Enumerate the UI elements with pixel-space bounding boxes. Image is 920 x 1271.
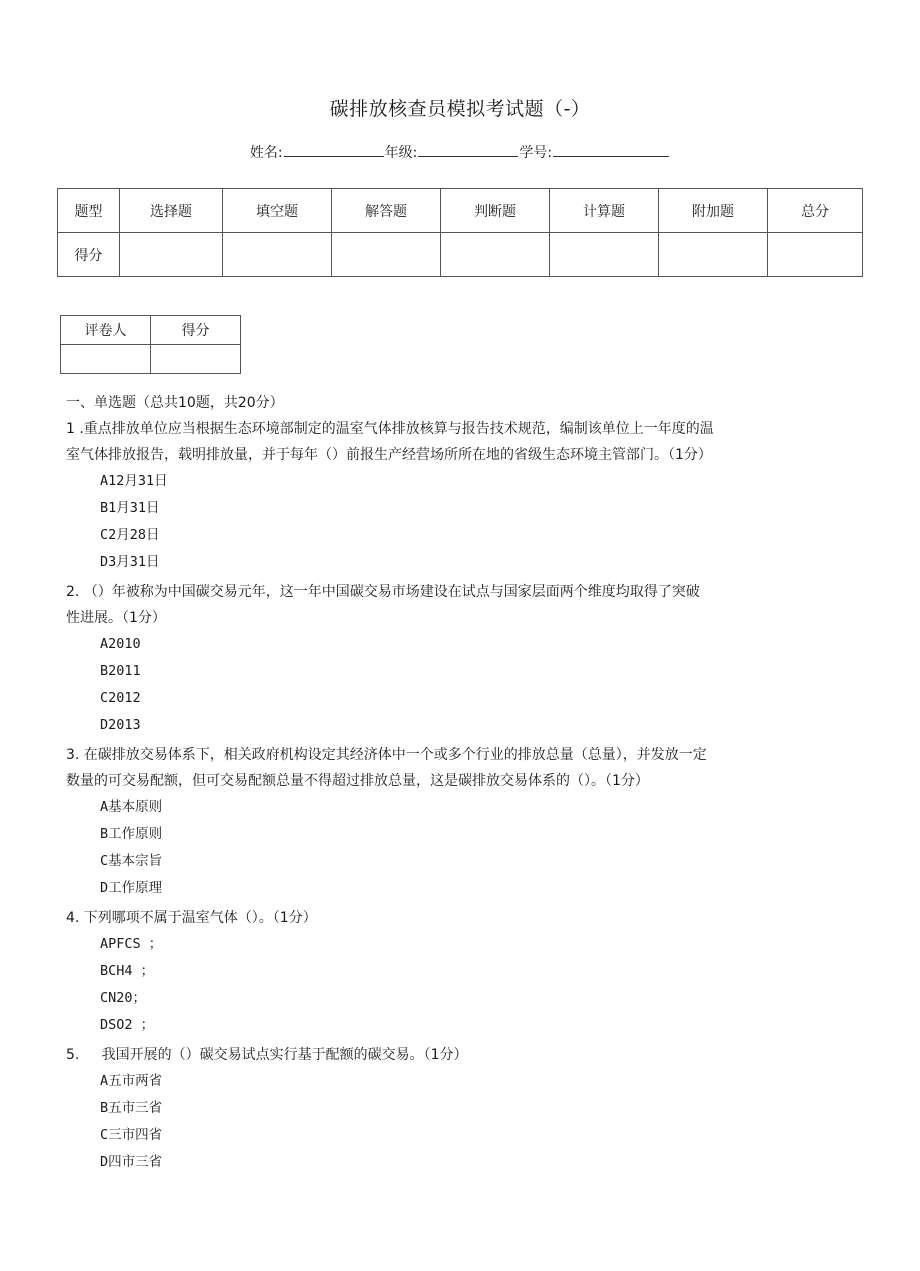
option-c[interactable]: C基本宗旨 [100, 853, 163, 869]
grade-blank[interactable] [418, 142, 518, 157]
exam-title: 碳排放核查员模拟考试题（-） [329, 98, 591, 120]
option-d[interactable]: DSO2 ； [100, 1017, 155, 1033]
option-b[interactable]: BCH4 ； [100, 963, 155, 979]
grader-table-entry-row [61, 345, 241, 374]
question-text [66, 1042, 866, 1068]
option-c[interactable]: C2012 [100, 690, 141, 706]
option-c[interactable]: C2月28日 [100, 527, 160, 543]
score-cell[interactable] [441, 233, 550, 277]
score-table-header-cell: 判断题 [441, 189, 550, 233]
option-b[interactable]: B五市三省 [100, 1100, 163, 1116]
score-table-score-row [58, 233, 863, 277]
score-cell[interactable] [550, 233, 659, 277]
score-table [57, 188, 863, 277]
question-line: 4. 下列哪项不属于温室气体（）。（1分） [66, 910, 317, 926]
question-line: 5. 我国开展的（）碳交易试点实行基于配额的碳交易。（1分） [66, 1047, 468, 1063]
question-line: 性进展。（1分） [66, 610, 166, 626]
grader-table-header-row [61, 316, 241, 345]
questions-content [66, 393, 866, 1176]
score-table-header-cell: 计算题 [550, 189, 659, 233]
question-line: 1 .重点排放单位应当根据生态环境部制定的温室气体排放核算与报告技术规范，编制该单位上一年度的温 [66, 421, 714, 437]
score-table-header-row [58, 189, 863, 233]
option-a[interactable]: A2010 [100, 636, 141, 652]
option-b[interactable]: B1月31日 [100, 500, 160, 516]
score-cell[interactable] [659, 233, 768, 277]
score-table-header-cell: 附加题 [659, 189, 768, 233]
option-c[interactable]: CN20； [100, 990, 147, 1006]
question-block [66, 742, 866, 902]
id-blank[interactable] [553, 142, 669, 157]
question-line: 室气体排放报告，载明排放量，并于每年（）前报生产经营场所所在地的省级生态环境主管部门。（1分） [66, 447, 712, 463]
grader-header-cell: 评卷人 [61, 316, 151, 345]
option-d[interactable]: D工作原理 [100, 880, 163, 896]
question-text [66, 742, 866, 794]
grader-header-cell: 得分 [151, 316, 241, 345]
score-table-header-cell: 解答题 [332, 189, 441, 233]
score-table-header-cell: 总分 [768, 189, 863, 233]
option-a[interactable]: A基本原则 [100, 799, 163, 815]
question-block [66, 905, 866, 1039]
id-label: 学号: [519, 145, 553, 161]
option-a[interactable]: APFCS ； [100, 936, 163, 952]
score-table-header-cell: 选择题 [120, 189, 223, 233]
question-block [66, 1042, 866, 1176]
score-cell[interactable] [223, 233, 332, 277]
grader-name-cell[interactable] [61, 345, 151, 374]
score-cell[interactable] [332, 233, 441, 277]
name-blank[interactable] [284, 142, 384, 157]
option-d[interactable]: D2013 [100, 717, 141, 733]
grader-score-cell[interactable] [151, 345, 241, 374]
question-text [66, 905, 866, 931]
score-table-header-cell: 题型 [58, 189, 120, 233]
score-table-header-cell: 填空题 [223, 189, 332, 233]
option-d[interactable]: D3月31日 [100, 554, 160, 570]
score-row-label: 得分 [58, 233, 120, 277]
question-line: 3. 在碳排放交易体系下，相关政府机构设定其经济体中一个或多个行业的排放总量（总量），并发放一定 [66, 747, 707, 763]
section-heading: 一、单选题（总共10题，共20分） [66, 395, 284, 411]
option-b[interactable]: B2011 [100, 663, 141, 679]
option-c[interactable]: C三市四省 [100, 1127, 163, 1143]
student-info-line [0, 142, 920, 162]
score-cell[interactable] [768, 233, 863, 277]
question-text [66, 416, 866, 468]
question-block [66, 416, 866, 576]
score-cell[interactable] [120, 233, 223, 277]
grader-table [60, 315, 241, 374]
question-block [66, 579, 866, 739]
option-a[interactable]: A五市两省 [100, 1073, 163, 1089]
question-text [66, 579, 866, 631]
option-b[interactable]: B工作原则 [100, 826, 163, 842]
option-a[interactable]: A12月31日 [100, 473, 168, 489]
name-label: 姓名: [249, 145, 283, 161]
grade-label: 年级: [384, 145, 418, 161]
question-line: 2. （）年被称为中国碳交易元年，这一年中国碳交易市场建设在试点与国家层面两个维度均取得了突破 [66, 584, 700, 600]
option-d[interactable]: D四市三省 [100, 1154, 163, 1170]
question-line: 数量的可交易配额，但可交易配额总量不得超过排放总量，这是碳排放交易体系的（）。（1分） [66, 773, 649, 789]
